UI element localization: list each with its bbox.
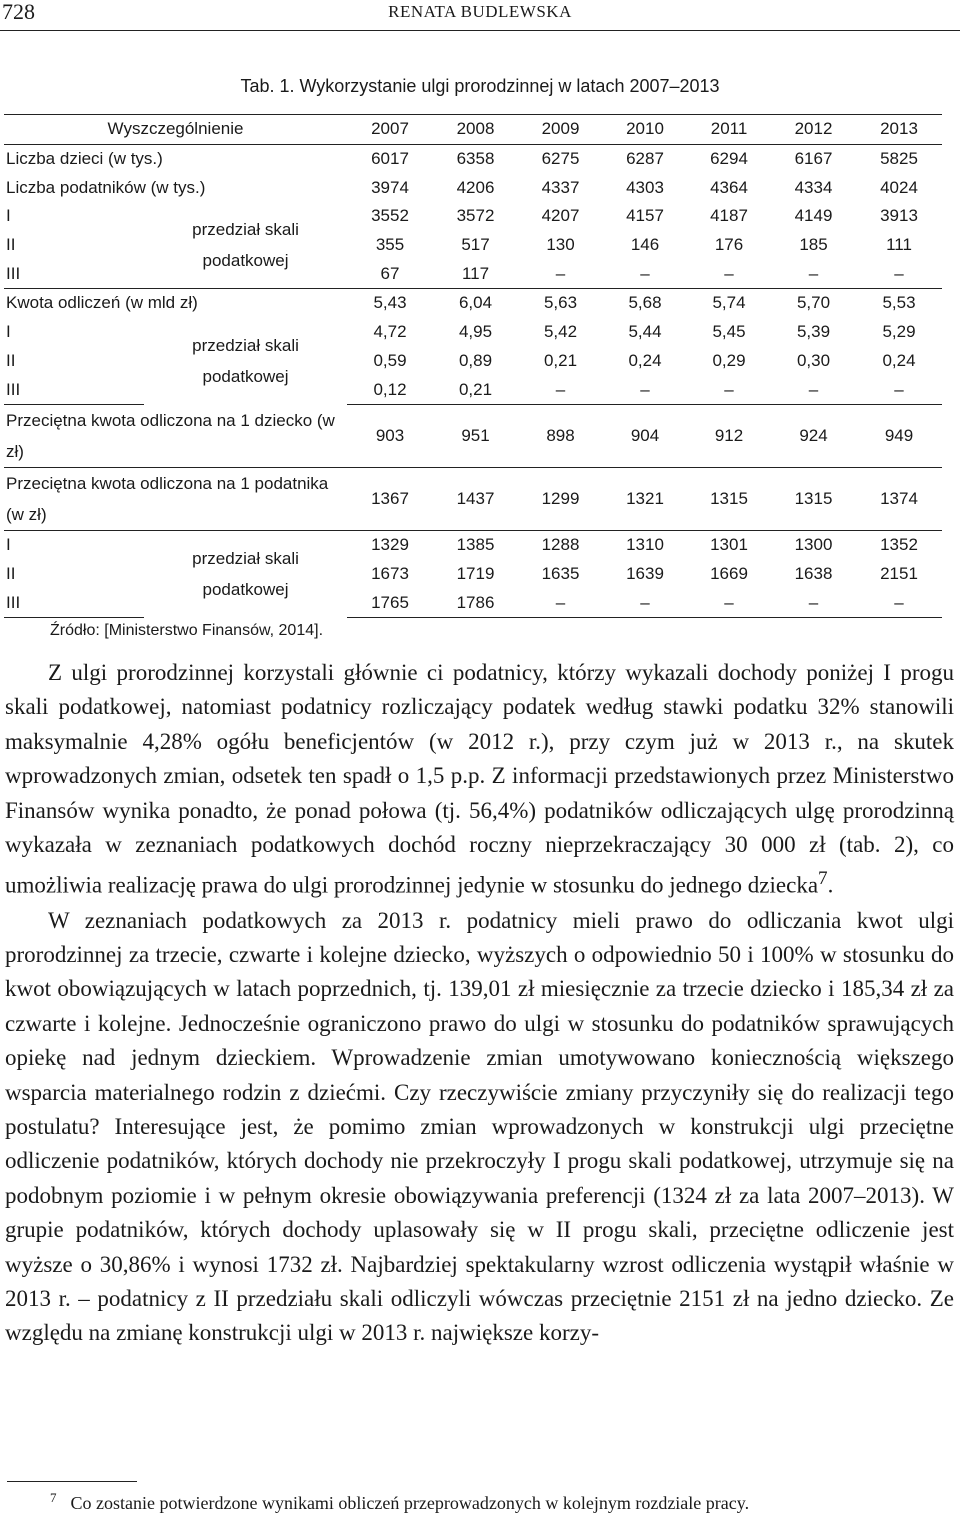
table-cell: – [687, 259, 771, 288]
table-cell: 1300 [794, 535, 833, 555]
row-label: Przeciętna kwota odliczona na 1 podatnika (w zł) [4, 467, 347, 530]
table-cell: – [603, 588, 687, 617]
table-row [4, 115, 942, 145]
table-cell: 185 [799, 235, 828, 255]
table-cell: – [687, 375, 771, 404]
table-cell: 1299 [518, 467, 603, 530]
header-cell: 2008 [433, 115, 518, 145]
table-cell: 1288 [541, 535, 580, 555]
footnote-ref: 7 [818, 868, 828, 890]
table-row [4, 144, 942, 173]
table-cell: – [603, 375, 687, 404]
table-cell: 4207 [541, 206, 580, 226]
bracket-label: III [4, 259, 144, 288]
paragraph [5, 656, 954, 904]
group-label-line: przedział skali [192, 220, 299, 240]
table-cell: 117 [433, 259, 518, 288]
table-cell: 5,45 [712, 322, 746, 342]
table-cell: 951 [433, 404, 518, 467]
table-cell: 1315 [771, 467, 856, 530]
table-cell: 0,24 [628, 350, 662, 370]
bracket-label: III [4, 588, 144, 617]
table-cell: 4334 [794, 177, 833, 197]
table-cell: 176 [714, 235, 744, 255]
table-cell: 903 [347, 404, 433, 467]
table-cell: 1310 [626, 535, 664, 555]
footnote [50, 1490, 749, 1514]
table-cell: 130 [546, 235, 575, 255]
table-cell: 1719 [456, 563, 495, 583]
table-cell: 0,24 [882, 350, 916, 370]
table-row [4, 404, 942, 467]
table-cell: 5,53 [856, 289, 942, 318]
table-cell: 146 [630, 235, 660, 255]
table-cell: 5,68 [603, 289, 687, 318]
table-row [4, 173, 942, 202]
bracket-label: III [4, 375, 144, 404]
table-cell: 355 [375, 235, 405, 255]
paragraph: W zeznaniach podatkowych za 2013 r. podatnicy mieli prawo do odliczania kwot ulgi prorodzinnej za trzecie, czwarte i kolejne dziecko, wyższych o odpowiednio 50 i 100% w stosunku do kwot obowiązujących w latach poprzednich, tj. 139,01 zł miesięcznie za trzecie dziecko i 185,34 zł za czwarte i kolejne. Jednocześnie ograniczono prawo do ulgi w stosunku do podatników sprawujących opiekę nad jednym dzieckiem. Wprowadzenie zmian umotywowano koniecznością większego wsparcia materialnego rodzin z dziećmi. Czy rzeczywiście zmiany przyczyniły się do realizacji tego postulatu? Interesujące jest, że pomimo zmian wprowadzonych w konstrukcji ulgi przeciętne odliczenie podatników, których dochody nie przekroczyły I progu skali podatkowej, utrzymuje się na podobnym poziomie i w pełnym okresie obowiązywania preferencji (1324 zł za lata 2007–2013). W grupie podatników, których dochody uplasowały się w II progu skali, przeciętne odliczenie jest wyższe o 30,86% i wynosi 1732 zł. Najbardziej spektakularny wzrost odliczenia wystąpił właśnie w 2013 r. – podatnicy z II przedziału skali odliczyli wówczas przeciętnie 2151 zł na jedno dziecko. Ze względu na zmianę konstrukcji ulgi w 2013 r. największe korzy- [5, 907, 954, 1346]
table-cell: 1329 [371, 535, 409, 555]
table-cell: 2151 [880, 563, 918, 583]
table-cell: – [771, 375, 856, 404]
table-cell: 1765 [347, 588, 433, 617]
bracket-group-label [144, 530, 347, 617]
table-cell: 0,59 [373, 350, 407, 370]
table-row [4, 530, 942, 559]
table-cell: 5,39 [796, 322, 831, 342]
table-row [4, 318, 942, 347]
group-label-line: przedział skali [192, 549, 299, 569]
table-cell: 5,74 [687, 289, 771, 318]
bracket-label: I [6, 535, 11, 555]
paragraph-end: . [827, 873, 834, 899]
table-cell: – [856, 375, 942, 404]
row-label: Przeciętna kwota odliczona na 1 dziecko (w zł) [4, 404, 347, 467]
table-cell: 904 [603, 404, 687, 467]
table-cell: 4157 [626, 206, 664, 226]
group-label-line: podatkowej [202, 367, 289, 387]
footnote-rule [7, 1481, 137, 1482]
table-cell: 0,21 [543, 350, 578, 370]
table-cell: 0,21 [433, 375, 518, 404]
table-cell: 912 [687, 404, 771, 467]
table-cell: 4337 [541, 177, 580, 197]
header-cell: Wyszczególnienie [4, 115, 347, 145]
bracket-label: II [6, 235, 16, 255]
header-cell: 2009 [518, 115, 603, 145]
table-cell: 949 [856, 404, 942, 467]
table-cell: 898 [518, 404, 603, 467]
bracket-group-label [144, 202, 347, 289]
table-cell: – [771, 259, 856, 288]
header-cell: 2010 [603, 115, 687, 145]
table-cell: – [856, 588, 942, 617]
table-cell: 4024 [880, 177, 918, 197]
table-cell: 4206 [456, 177, 495, 197]
table-cell: 6167 [794, 149, 833, 169]
table-cell: 6,04 [433, 289, 518, 318]
table-cell: 1638 [794, 563, 833, 583]
table-cell: 4364 [710, 177, 748, 197]
header-cell: 2007 [347, 115, 433, 145]
bracket-label: I [6, 322, 11, 342]
table-cell: 1374 [856, 467, 942, 530]
body-text [5, 656, 954, 1351]
table-row [4, 467, 942, 530]
table-cell: – [518, 259, 603, 288]
table-cell: 5,44 [628, 322, 662, 342]
table-cell: 924 [771, 404, 856, 467]
table-cell: 5,70 [771, 289, 856, 318]
header-cell: 2013 [856, 115, 942, 145]
bracket-label: I [6, 206, 11, 226]
table-cell: 6287 [626, 149, 664, 169]
table-cell: 1669 [710, 563, 748, 583]
table-cell: 0,89 [458, 350, 493, 370]
bracket-group-label [144, 318, 347, 405]
table-cell: 1673 [371, 563, 409, 583]
table-cell: 4,72 [373, 322, 407, 342]
table-cell: 5,29 [882, 322, 916, 342]
table-cell: – [771, 588, 856, 617]
table-row [4, 202, 942, 231]
table-cell: 111 [886, 235, 912, 255]
row-label: Liczba dzieci (w tys.) [6, 149, 163, 169]
group-label-line: podatkowej [202, 251, 289, 271]
table-cell: 1437 [433, 467, 518, 530]
table-cell: 1639 [626, 563, 664, 583]
table-cell: 3552 [371, 206, 409, 226]
table-cell: 3572 [456, 206, 495, 226]
group-label-line: przedział skali [192, 336, 299, 356]
table-cell: 0,30 [796, 350, 831, 370]
row-label: Liczba podatników (w tys.) [6, 177, 206, 197]
table-cell: – [518, 588, 603, 617]
data-table [4, 114, 942, 618]
page-number: 728 [2, 0, 35, 24]
table-title: Tab. 1. Wykorzystanie ulgi prorodzinnej w latach 2007–2013 [240, 76, 720, 96]
bracket-label: II [6, 563, 16, 583]
table-cell: 6358 [456, 149, 495, 169]
table-cell: 4,95 [458, 322, 493, 342]
table-cell: 5825 [880, 149, 918, 169]
page-header [0, 0, 960, 31]
header-cell: 2012 [771, 115, 856, 145]
table-cell: – [856, 259, 942, 288]
table-cell: 3974 [371, 177, 409, 197]
table-cell: 1786 [433, 588, 518, 617]
table-cell: – [687, 588, 771, 617]
table-cell: 3913 [880, 206, 918, 226]
table-cell: 1301 [710, 535, 748, 555]
table-cell: 1385 [456, 535, 495, 555]
table-cell: 1315 [687, 467, 771, 530]
table-cell: 1352 [880, 535, 918, 555]
paragraph-text: Z ulgi prorodzinnej korzystali głównie ci podatnicy, którzy wykazali dochody poniżej I progu skali podatkowej, natomiast podatnicy rozliczający podatek według stawki podatku 32% stanowili maksymalnie 4,28% ogółu beneficjentów (w 2012 r.), przy czym już w 2013 r., na skutek wprowadzonych zmian, odsetek ten spadł o 1,5 p.p. Z informacji przedstawionych przez Ministerstwo Finansów wynika ponadto, że ponad połowa (tj. 56,4%) podatników odliczających ulgę prorodzinną wykazała w zeznaniach podatkowych dochód roczny nieprzekraczający 30 000 zł (tab. 2), co umożliwia realizację prawa do ulgi prorodzinnej jedynie w stosunku do jednego dziecka [5, 660, 954, 899]
header-cell: 2011 [687, 115, 771, 145]
table-cell: 0,12 [347, 375, 433, 404]
table-cell: 1321 [603, 467, 687, 530]
footnote-marker: 7 [50, 1490, 57, 1505]
table-cell: 6275 [541, 149, 580, 169]
table-cell: 5,43 [347, 289, 433, 318]
table-cell: 6294 [710, 149, 748, 169]
table-cell: 4187 [710, 206, 748, 226]
table-cell: 5,63 [518, 289, 603, 318]
table-cell: 4149 [794, 206, 833, 226]
group-label-line: podatkowej [202, 580, 289, 600]
row-label: Kwota odliczeń (w mld zł) [4, 289, 347, 318]
footnote-text: Co zostanie potwierdzone wynikami obliczeń przeprowadzonych w kolejnym rozdziale pracy. [70, 1493, 750, 1513]
table-cell: 1635 [541, 563, 580, 583]
table-cell: – [518, 375, 603, 404]
running-head: RENATA BUDLEWSKA [388, 2, 572, 21]
table-row [4, 289, 942, 318]
table-source: Źródło: [Ministerstwo Finansów, 2014]. [50, 622, 324, 639]
table-cell: 4303 [626, 177, 664, 197]
table-cell: 0,29 [712, 350, 746, 370]
bracket-label: II [6, 350, 16, 370]
table-cell: – [603, 259, 687, 288]
table-cell: 6017 [371, 149, 409, 169]
table-cell: 1367 [347, 467, 433, 530]
table-cell: 67 [347, 259, 433, 288]
table-cell: 5,42 [543, 322, 578, 342]
table-cell: 517 [461, 235, 490, 255]
